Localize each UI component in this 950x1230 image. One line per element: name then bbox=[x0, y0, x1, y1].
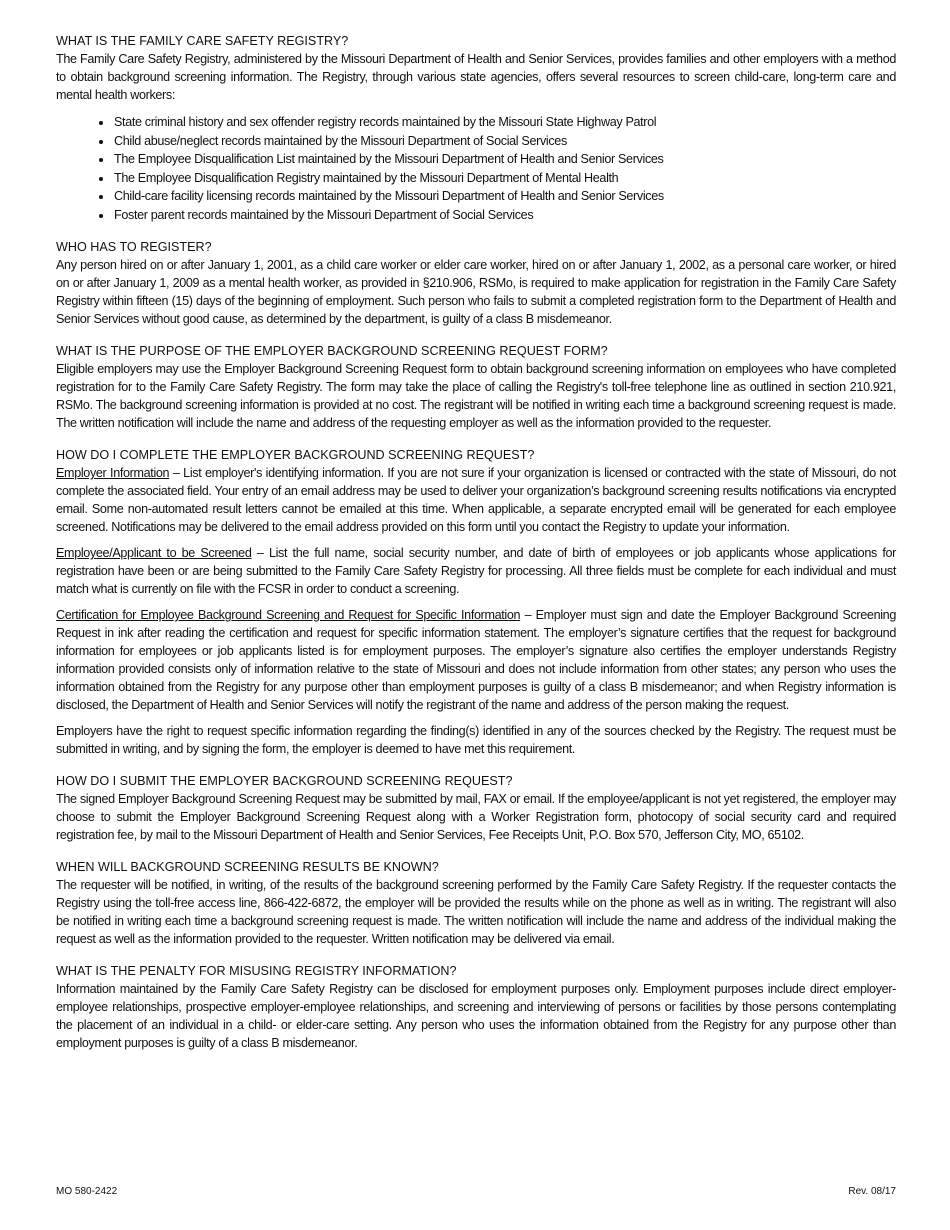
section-text: Any person hired on or after January 1, 2001, as a child care worker or elder care worker, hired on or after January 1, 2002, as a personal care worker, or hired on or after January 1, 2009 as a mental health worker, as provided in §210.906, RSMo, is required to make application for registration in the Family Care Safety Registry within fifteen (15) days of the beginning of employment. Such person who fails to submit a completed registration form to the Department of Health and Senior Services without good cause, as determined by the department, is guilty of a class B misdemeanor. bbox=[56, 258, 896, 326]
certification-label: Certification for Employee Background Screening and Request for Specific Information bbox=[56, 608, 521, 622]
list-item: • State criminal history and sex offender registry records maintained by the Missouri State Highway Patrol bbox=[113, 113, 896, 132]
section-text: The signed Employer Background Screening Request may be submitted by mail, FAX or email. If the employee/applicant is not yet registered, the employer may choose to submit the Employer Background Screening Request along with a Worker Registration form, photocopy of social security card and required registration fee, by mail to the Missouri Department of Health and Senior Services, Fee Receipts Unit, P.O. Box 570, Jefferson City, MO, 65102. bbox=[56, 792, 896, 842]
document-page bbox=[56, 32, 896, 1066]
section-how-to-complete bbox=[56, 446, 896, 758]
form-number: MO 580-2422 bbox=[56, 1186, 118, 1197]
section-heading: HOW DO I COMPLETE THE EMPLOYER BACKGROUND SCREENING REQUEST? bbox=[56, 448, 535, 462]
resource-list bbox=[56, 113, 896, 224]
revision-date: Rev. 08/17 bbox=[848, 1186, 896, 1197]
section-heading: WHO HAS TO REGISTER? bbox=[56, 240, 212, 254]
section-heading: HOW DO I SUBMIT THE EMPLOYER BACKGROUND SCREENING REQUEST? bbox=[56, 774, 513, 788]
section-heading: WHAT IS THE FAMILY CARE SAFETY REGISTRY? bbox=[56, 34, 349, 48]
section-heading: WHEN WILL BACKGROUND SCREENING RESULTS BE KNOWN? bbox=[56, 860, 439, 874]
certification-paragraph bbox=[56, 606, 896, 714]
employer-information-label: Employer Information bbox=[56, 466, 170, 480]
section-heading: WHAT IS THE PENALTY FOR MISUSING REGISTRY INFORMATION? bbox=[56, 964, 457, 978]
section-purpose-of-form bbox=[56, 342, 896, 432]
list-item: • The Employee Disqualification Registry maintained by the Missouri Department of Mental Health bbox=[113, 169, 896, 188]
section-heading: WHAT IS THE PURPOSE OF THE EMPLOYER BACKGROUND SCREENING REQUEST FORM? bbox=[56, 344, 608, 358]
employee-applicant-label: Employee/Applicant to be Screened bbox=[56, 546, 252, 560]
section-how-to-submit bbox=[56, 772, 896, 844]
list-item: • Child abuse/neglect records maintained by the Missouri Department of Social Services bbox=[113, 132, 896, 151]
employee-applicant-text: – List the full name, social security number, and date of birth of employees or job applicants whose applications for registration have been or are being submitted to the Family Care Safety Registry for processing. All three fields must be complete for each individual and must match what is currently on file with the FCSR in order to conduct a screening. bbox=[56, 546, 896, 596]
certification-text: – Employer must sign and date the Employer Background Screening Request in ink after reading the certification and request for specific information statement. The employer’s signature certifies that the request for background information for employees or job applicants listed is for employment purposes. The employer’s signature also certifies the employer understands Registry information provided consists only of information relative to the state of Missouri and does not include information from other states; any person who uses the information obtained from the Registry for any purpose other than employment purposes is guilty of a class B misdemeanor; and when Registry information is disclosed, the Department of Health and Senior Services will notify the registrant of the name and address of the person making the request. bbox=[56, 608, 896, 712]
section-what-is-registry bbox=[56, 32, 896, 224]
section-text: Information maintained by the Family Care Safety Registry can be disclosed for employment purposes only. Employment purposes include direct employer-employee relationships, prospective employer-employee relationships, and screening and interviewing of persons or facilities by those persons contemplating the placement of an individual in a child- or elder-care setting. Any person who uses the information obtained from the Registry for any purpose other than employment purposes is guilty of a class B misdemeanor. bbox=[56, 982, 896, 1050]
section-penalty bbox=[56, 962, 896, 1052]
employer-information-text: – List employer's identifying information. If you are not sure if your organization is licensed or contracted with the state of Missouri, do not complete the associated field. Your entry of an email address may be used to deliver your organization’s background screening results notifications via encrypted email. Some non-automated result letters cannot be emailed at this time. When applicable, a separate encrypted email will be generated for each employee screened. Notifications may be delivered to the email address provided on this form until you contact the Registry to update your information. bbox=[56, 466, 896, 534]
employer-information-paragraph bbox=[56, 464, 896, 536]
list-item: • The Employee Disqualification List maintained by the Missouri Department of Health and Senior Services bbox=[113, 150, 896, 169]
section-results-known bbox=[56, 858, 896, 948]
employee-applicant-paragraph bbox=[56, 544, 896, 598]
section-text: Eligible employers may use the Employer Background Screening Request form to obtain background screening information on employees who have completed registration for to the Family Care Safety Registry. The form may take the place of calling the Registry's toll-free telephone line as outlined in section 210.921, RSMo. The background screening information is provided at no cost. The registrant will be notified in writing each time a background screening request is made. The written notification will include the name and address of the requesting employer as well as the information provided to the requester. bbox=[56, 362, 896, 430]
section-text: The Family Care Safety Registry, administered by the Missouri Department of Health and Senior Services, provides families and other employers with a method to obtain background screening information. The Registry, through various state agencies, offers several resources to screen child-care, long-term care and mental health workers: bbox=[56, 52, 896, 102]
section-who-has-to-register bbox=[56, 238, 896, 328]
list-item: • Child-care facility licensing records maintained by the Missouri Department of Health and Senior Services bbox=[113, 187, 896, 206]
section-text: The requester will be notified, in writing, of the results of the background screening performed by the Family Care Safety Registry. If the requester contacts the Registry using the toll-free access line, 866-422-6872, the employer will be provided the results while on the phone as well as in writing. The registrant will also be notified in writing each time a background screening request is made. The written notification will include the name and address of the individual making the request as well as the information provided to the requester. Written notification may be delivered via email. bbox=[56, 878, 896, 946]
list-item: • Foster parent records maintained by the Missouri Department of Social Services bbox=[113, 206, 896, 225]
specific-information-paragraph: Employers have the right to request specific information regarding the finding(s) identified in any of the sources checked by the Registry. The request must be submitted in writing, and by signing the form, the employer is deemed to have met this requirement. bbox=[56, 724, 896, 756]
